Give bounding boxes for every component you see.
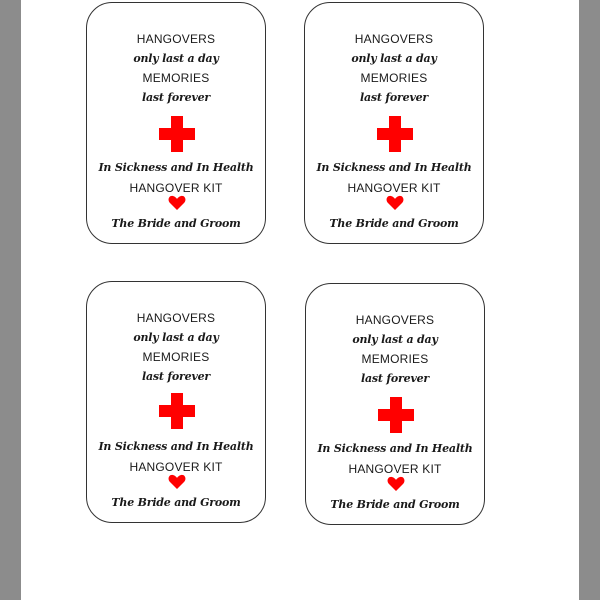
in-sickness-text: In Sickness and In Health bbox=[317, 442, 473, 455]
heart-icon bbox=[168, 195, 186, 211]
in-sickness-text: In Sickness and In Health bbox=[98, 440, 254, 453]
heart-icon bbox=[386, 195, 404, 211]
heart-icon bbox=[387, 476, 405, 492]
only-last-a-day-text: only last a day bbox=[352, 333, 438, 346]
red-cross-icon bbox=[377, 116, 413, 152]
hangovers-text: HANGOVERS bbox=[354, 32, 434, 46]
viewer-frame-left bbox=[0, 0, 21, 600]
red-cross-icon bbox=[378, 397, 414, 433]
hangover-kit-text: HANGOVER KIT bbox=[347, 181, 441, 195]
hangovers-text: HANGOVERS bbox=[355, 313, 435, 327]
bride-groom-text: The Bride and Groom bbox=[111, 496, 241, 509]
memories-text: MEMORIES bbox=[361, 352, 429, 366]
only-last-a-day-text: only last a day bbox=[133, 331, 219, 344]
only-last-a-day-text: only last a day bbox=[133, 52, 219, 65]
memories-text: MEMORIES bbox=[142, 350, 210, 364]
bride-groom-text: The Bride and Groom bbox=[111, 217, 241, 230]
label-card-2 bbox=[304, 2, 484, 244]
in-sickness-text: In Sickness and In Health bbox=[98, 161, 254, 174]
document-page bbox=[21, 0, 579, 600]
last-forever-text: last forever bbox=[360, 372, 430, 385]
last-forever-text: last forever bbox=[141, 370, 211, 383]
label-card-4 bbox=[305, 283, 485, 525]
bride-groom-text: The Bride and Groom bbox=[329, 217, 459, 230]
hangovers-text: HANGOVERS bbox=[136, 311, 216, 325]
last-forever-text: last forever bbox=[359, 91, 429, 104]
in-sickness-text: In Sickness and In Health bbox=[316, 161, 472, 174]
viewer-frame-right bbox=[579, 0, 600, 600]
memories-text: MEMORIES bbox=[360, 71, 428, 85]
hangover-kit-text: HANGOVER KIT bbox=[129, 460, 223, 474]
last-forever-text: last forever bbox=[141, 91, 211, 104]
red-cross-icon bbox=[159, 393, 195, 429]
label-card-1 bbox=[86, 2, 266, 244]
label-card-3 bbox=[86, 281, 266, 523]
heart-icon bbox=[168, 474, 186, 490]
hangover-kit-text: HANGOVER KIT bbox=[348, 462, 442, 476]
memories-text: MEMORIES bbox=[142, 71, 210, 85]
bride-groom-text: The Bride and Groom bbox=[330, 498, 460, 511]
hangover-kit-text: HANGOVER KIT bbox=[129, 181, 223, 195]
red-cross-icon bbox=[159, 116, 195, 152]
hangovers-text: HANGOVERS bbox=[136, 32, 216, 46]
only-last-a-day-text: only last a day bbox=[351, 52, 437, 65]
